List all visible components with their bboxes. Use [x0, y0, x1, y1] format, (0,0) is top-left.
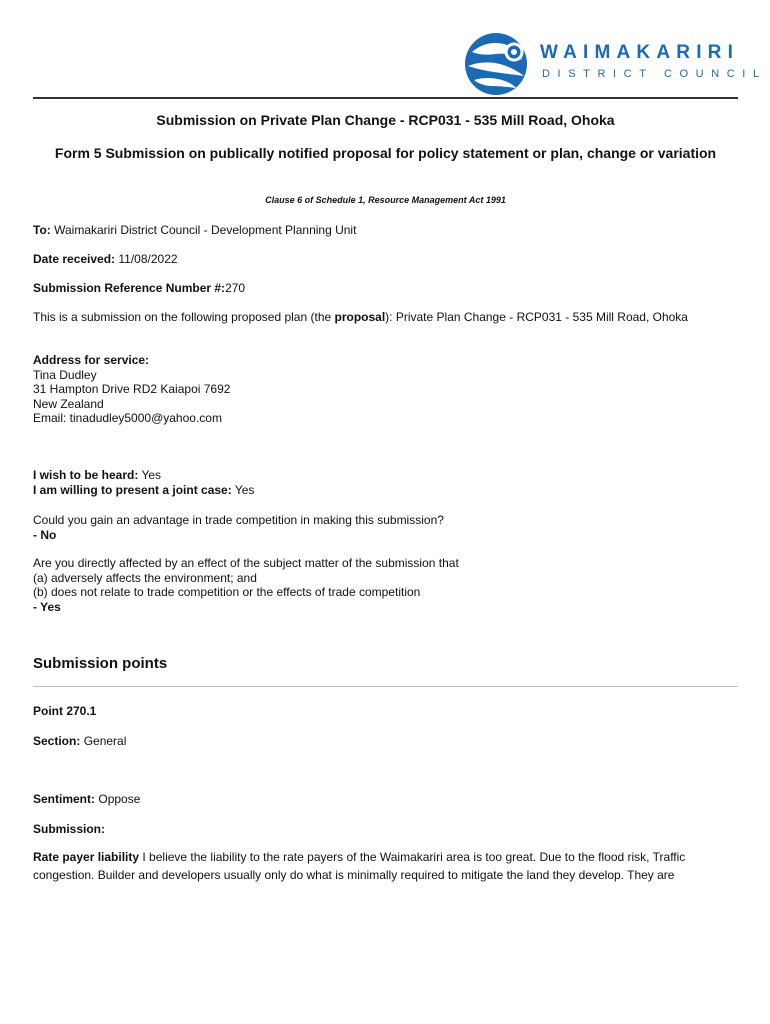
sentiment-label: Sentiment: [33, 792, 96, 806]
submission-text [33, 848, 738, 884]
reference-label: Submission Reference Number #: [33, 281, 226, 295]
koru-swirl-logo-icon [456, 30, 536, 98]
q2-a: (a) adversely affects the environment; and [33, 570, 257, 585]
to-label: To: [33, 223, 51, 237]
point-id [33, 704, 96, 718]
section-label: Section: [33, 734, 81, 748]
point-id-text: Point 270.1 [33, 704, 97, 718]
section-line [33, 734, 126, 748]
heard-value: Yes [141, 468, 162, 482]
sentiment-line [33, 792, 140, 806]
q2-text: Are you directly affected by an effect of the subject matter of the submission that [33, 556, 459, 570]
proposal-bold: proposal [334, 310, 386, 324]
joint-value: Yes [234, 482, 255, 497]
heard-label: I wish to be heard: [33, 468, 139, 482]
address-country: New Zealand [33, 396, 104, 411]
clause-reference: Clause 6 of Schedule 1, Resource Management Act 1991 [265, 195, 506, 205]
trade-question [33, 513, 444, 542]
address-name: Tina Dudley [33, 367, 97, 382]
hearing-block [33, 468, 254, 497]
to-value: Waimakariri District Council - Development Planning Unit [54, 223, 357, 237]
submission-points-heading: Submission points [33, 655, 168, 672]
date-line [33, 252, 178, 266]
submission-body: I believe the liability to the rate payers of the Waimakariri area is too great. Due to the flood risk, Traffic congestion. Builder and developers usually only do what is minimally required to mitigate the land they develop. They are [33, 850, 686, 882]
section-value: General [83, 734, 127, 748]
q2-b: (b) does not relate to trade competition or the effects of trade competition [33, 585, 421, 599]
reference-line [33, 281, 245, 295]
header-rule [33, 97, 738, 99]
reference-value: 270 [225, 281, 246, 295]
address-label: Address for service: [33, 353, 150, 367]
document-subtitle: Form 5 Submission on publically notified proposal for policy statement or plan, change or variation [54, 145, 717, 161]
to-line [33, 223, 356, 237]
council-logo [456, 30, 767, 98]
date-value: 11/08/2022 [118, 252, 178, 266]
address-email: Email: tinadudley5000@yahoo.com [33, 411, 222, 425]
q1-text: Could you gain an advantage in trade competition in making this submission? [33, 513, 444, 527]
date-label: Date received: [33, 252, 116, 266]
address-block [33, 353, 230, 426]
proposal-line [33, 310, 688, 324]
sentiment-value: Oppose [98, 792, 141, 806]
q2-answer: - Yes [33, 599, 61, 614]
submission-label-line [33, 822, 105, 836]
joint-label: I am willing to present a joint case: [33, 482, 232, 497]
submission-label: Submission: [33, 822, 106, 836]
submission-lead: Rate payer liability [33, 850, 140, 864]
proposal-prefix: This is a submission on the following proposed plan (the [33, 310, 335, 324]
section-rule [33, 686, 738, 687]
document-title: Submission on Private Plan Change - RCP031 - 535 Mill Road, Ohoka [156, 112, 615, 128]
logo-name: WAIMAKARIRI [540, 42, 740, 63]
q1-answer: - No [33, 527, 57, 542]
affected-question [33, 556, 459, 614]
logo-subtitle: DISTRICT COUNCIL [542, 68, 767, 80]
proposal-suffix: ): Private Plan Change - RCP031 - 535 Mill Road, Ohoka [385, 310, 688, 324]
address-street: 31 Hampton Drive RD2 Kaiapoi 7692 [33, 382, 231, 396]
